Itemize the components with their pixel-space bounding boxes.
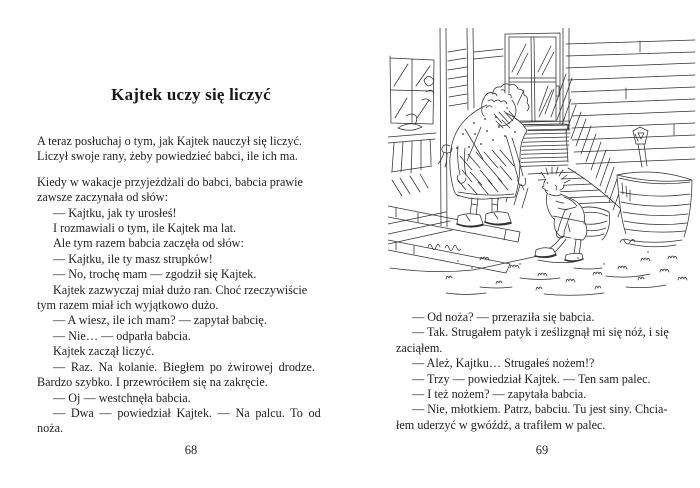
text-line: — Trzy — powiedział Kajtek. — Ten sam palec. — [412, 371, 651, 386]
text-line: — Od noża? — przeraziła się babcia. — [412, 310, 595, 324]
left-page-number: 68 — [184, 443, 198, 457]
text-line: — Kajtku, ile ty masz strupków! — [53, 251, 213, 266]
text-line: — I też nożem? — zapytała babcia. — [412, 387, 587, 402]
text-line: — Raz. Na kolanie. Biegłem po żwirowej drodze. — [53, 359, 315, 374]
text-line: — Nie, młotkiem. Patrz, babciu. Tu jest siny. Chcia- — [412, 402, 668, 417]
text-line: — Ależ, Kajtku… Strugałeś nożem!? — [412, 356, 595, 371]
text-line: Kajtek zazwyczaj miał dużo ran. Choć rzeczywiście — [53, 282, 308, 297]
text-line: I rozmawiali o tym, ile Kajtek ma lat. — [53, 221, 237, 236]
text-line: noża. — [37, 421, 64, 436]
text-line: — Nie… — odparła babcia. — [53, 328, 191, 343]
text-line: tym razem miał ich wyjątkowo dużo. — [37, 298, 219, 313]
text-line: Kajtek zaczął liczyć. — [53, 344, 155, 359]
text-line: — No, trochę mam — zgodził się Kajtek. — [53, 267, 257, 282]
text-line: zawsze zaczynała od słów: — [37, 190, 168, 205]
text-line: — Tak. Strugałem patyk i ześlizgnął mi się nóż, i się — [412, 325, 669, 340]
text-line: łem uderzyć w gwóźdź, a trafiłem w palec. — [396, 417, 606, 432]
text-line: Ale tym razem babcia zaczęła od słów: — [53, 236, 244, 251]
text-line: Liczył swoje rany, żeby powiedzieć babci, ile ich ma. — [37, 149, 298, 164]
text-line: — Oj — westchnęła babcia. — [53, 390, 191, 405]
text-line: A teraz posłuchaj o tym, jak Kajtek nauczył się liczyć. — [37, 134, 302, 148]
left-page-text — [37, 134, 345, 437]
text-line: Kiedy w wakacje przyjeżdżali do babci, babcia prawie — [37, 174, 303, 189]
text-line: — Dwa — powiedział Kajtek. — Na palcu. To od — [53, 405, 321, 420]
interior-room — [388, 56, 452, 244]
chapter-title: Kajtek uczy się liczyć — [111, 85, 271, 105]
text-line: Bardzo szybko. I przewróciłem się na zakręcie. — [37, 375, 268, 390]
right-page-text — [396, 310, 688, 433]
illustration-grandma-and-boy — [388, 28, 696, 296]
ground-grass — [446, 240, 687, 296]
right-page-number: 69 — [535, 443, 549, 457]
text-line: zaciąłem. — [396, 340, 443, 355]
text-line: — Kajtku, jak ty urosłeś! — [53, 205, 177, 220]
barrel — [617, 172, 692, 247]
boy-figure — [535, 167, 587, 261]
text-line: — A wiesz, ile ich mam? — zapytał babcię. — [53, 313, 267, 328]
